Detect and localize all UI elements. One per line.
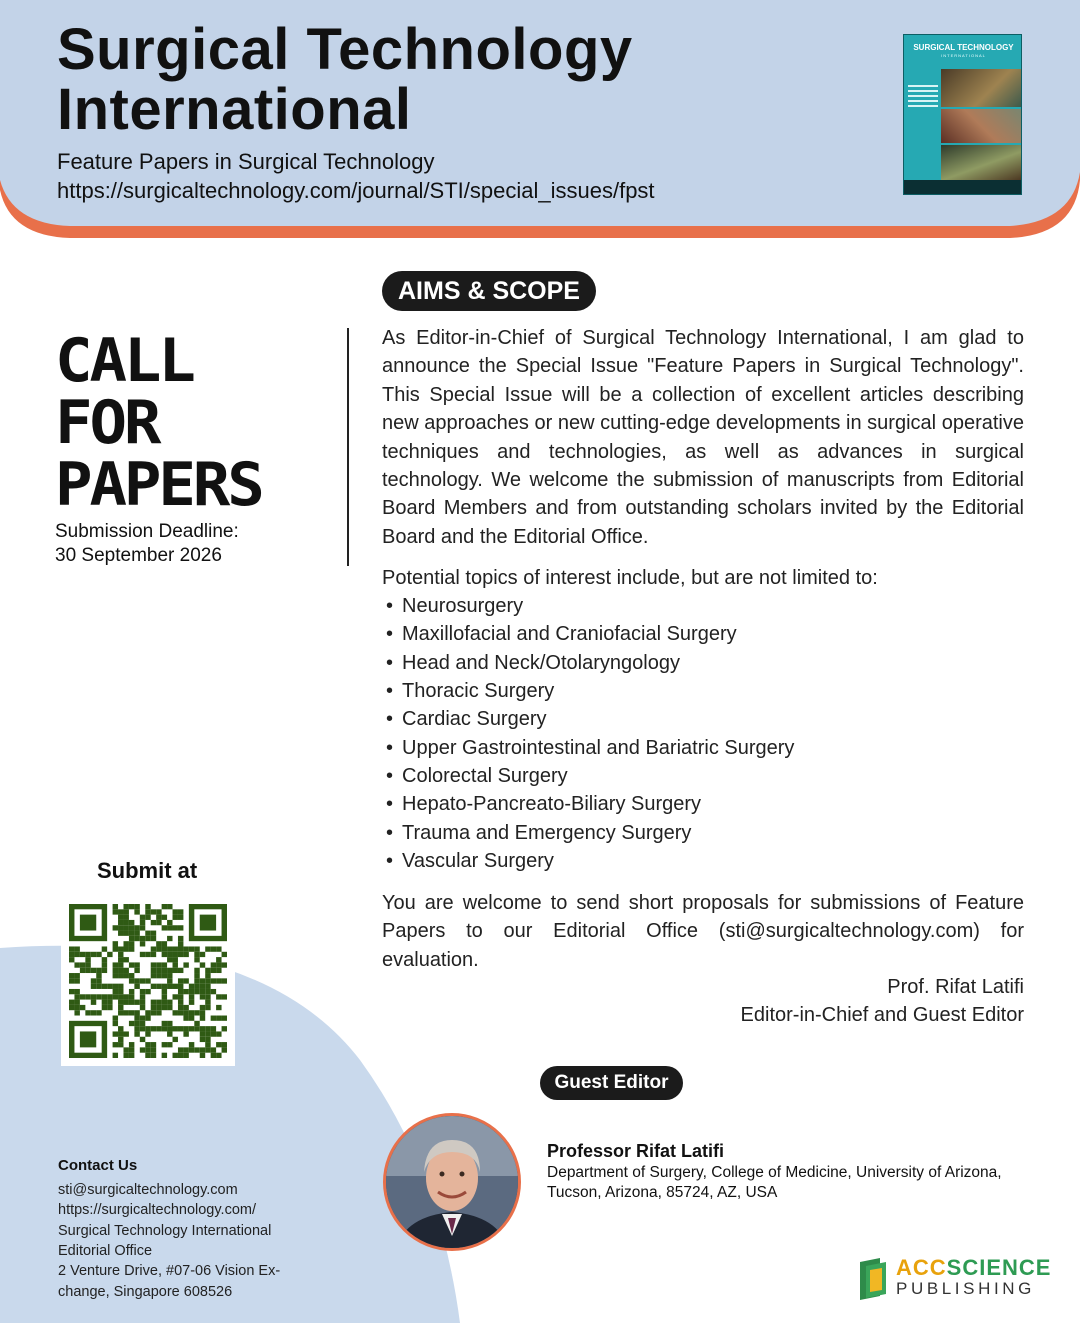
journal-title-line2: International — [57, 77, 412, 142]
publisher-logo-text: ACCSCIENCE — [896, 1255, 1052, 1280]
topics-intro: Potential topics of interest include, but are not limited to: — [382, 567, 878, 589]
submit-at-label: Submit at — [97, 858, 198, 883]
contact-office: Editorial Office — [58, 1243, 153, 1259]
contact-org: Surgical Technology International — [58, 1223, 272, 1239]
topics-list — [386, 592, 794, 875]
topic-item: • Neurosurgery — [386, 592, 794, 620]
aims-intro-text: As Editor-in-Chief of Surgical Technology International, I am glad to announce the Special Issue "Feature Papers in Surgical Technology". This Special Issue will be a collection of excellent articles describing new approaches or new cutting-edge developments in surgical operative techniques and technologies, as well as advances in surgical technology. We welcome the submission of manuscripts from Editorial Board Members and from outstanding scholars invited by the Editorial Board and the Editorial Office. — [382, 327, 1024, 548]
contact-website[interactable]: https://surgicaltechnology.com/ — [58, 1202, 256, 1218]
topic-item: • Head and Neck/Otolaryngology — [386, 649, 794, 677]
contact-email[interactable]: sti@surgicaltechnology.com — [58, 1182, 238, 1198]
contact-address-line2: change, Singapore 608526 — [58, 1284, 233, 1300]
deadline-label: Submission Deadline: — [55, 521, 239, 542]
cfp-line3: PAPERS — [55, 450, 262, 520]
topic-item: • Upper Gastrointestinal and Bariatric Surgery — [386, 734, 794, 762]
topic-item: • Hepato-Pancreato-Biliary Surgery — [386, 790, 794, 818]
topic-item: • Cardiac Surgery — [386, 705, 794, 733]
cfp-line1: CALL — [55, 326, 193, 396]
cover-subtitle: INTERNATIONAL — [941, 53, 986, 58]
portrait-illustration — [386, 1116, 518, 1248]
cover-title: SURGICAL TECHNOLOGY — [913, 43, 1014, 52]
guest-editor-photo — [383, 1113, 521, 1251]
proposal-text: You are welcome to send short proposals for submissions of Feature Papers to our Editorial Office (sti@surgicaltechnology.com) for evaluation. — [382, 892, 1024, 971]
guest-editor-heading: Guest Editor — [540, 1066, 683, 1100]
topic-item: • Vascular Surgery — [386, 847, 794, 875]
guest-editor-name: Professor Rifat Latifi — [547, 1141, 725, 1161]
guest-editor-affiliation: Department of Surgery, College of Medicine, University of Arizona, Tucson, Arizona, 85724, AZ, USA — [547, 1164, 1002, 1201]
qr-code-graphic — [69, 904, 227, 1058]
divider — [347, 328, 349, 566]
qr-code[interactable] — [61, 896, 235, 1066]
topic-item: • Colorectal Surgery — [386, 762, 794, 790]
journal-title-line1: Surgical Technology — [57, 17, 633, 82]
topic-item: • Trauma and Emergency Surgery — [386, 819, 794, 847]
topic-item: • Thoracic Surgery — [386, 677, 794, 705]
deadline-date: 30 September 2026 — [55, 545, 222, 566]
contact-address-line1: 2 Venture Drive, #07-06 Vision Ex- — [58, 1263, 281, 1279]
signature-role: Editor-in-Chief and Guest Editor — [740, 1004, 1024, 1026]
call-for-papers-heading — [55, 326, 262, 520]
signature-name: Prof. Rifat Latifi — [887, 976, 1024, 998]
special-issue-title: Feature Papers in Surgical Technology — [57, 149, 435, 174]
contact-heading: Contact Us — [58, 1157, 138, 1174]
publisher-logo-subtext: PUBLISHING — [896, 1279, 1035, 1298]
accscience-logo-icon — [858, 1256, 890, 1302]
topic-item: • Maxillofacial and Craniofacial Surgery — [386, 620, 794, 648]
aims-scope-heading: AIMS & SCOPE — [382, 271, 596, 311]
special-issue-url[interactable]: https://surgicaltechnology.com/journal/STI/special_issues/fpst — [57, 178, 655, 203]
cfp-line2: FOR — [55, 388, 159, 458]
